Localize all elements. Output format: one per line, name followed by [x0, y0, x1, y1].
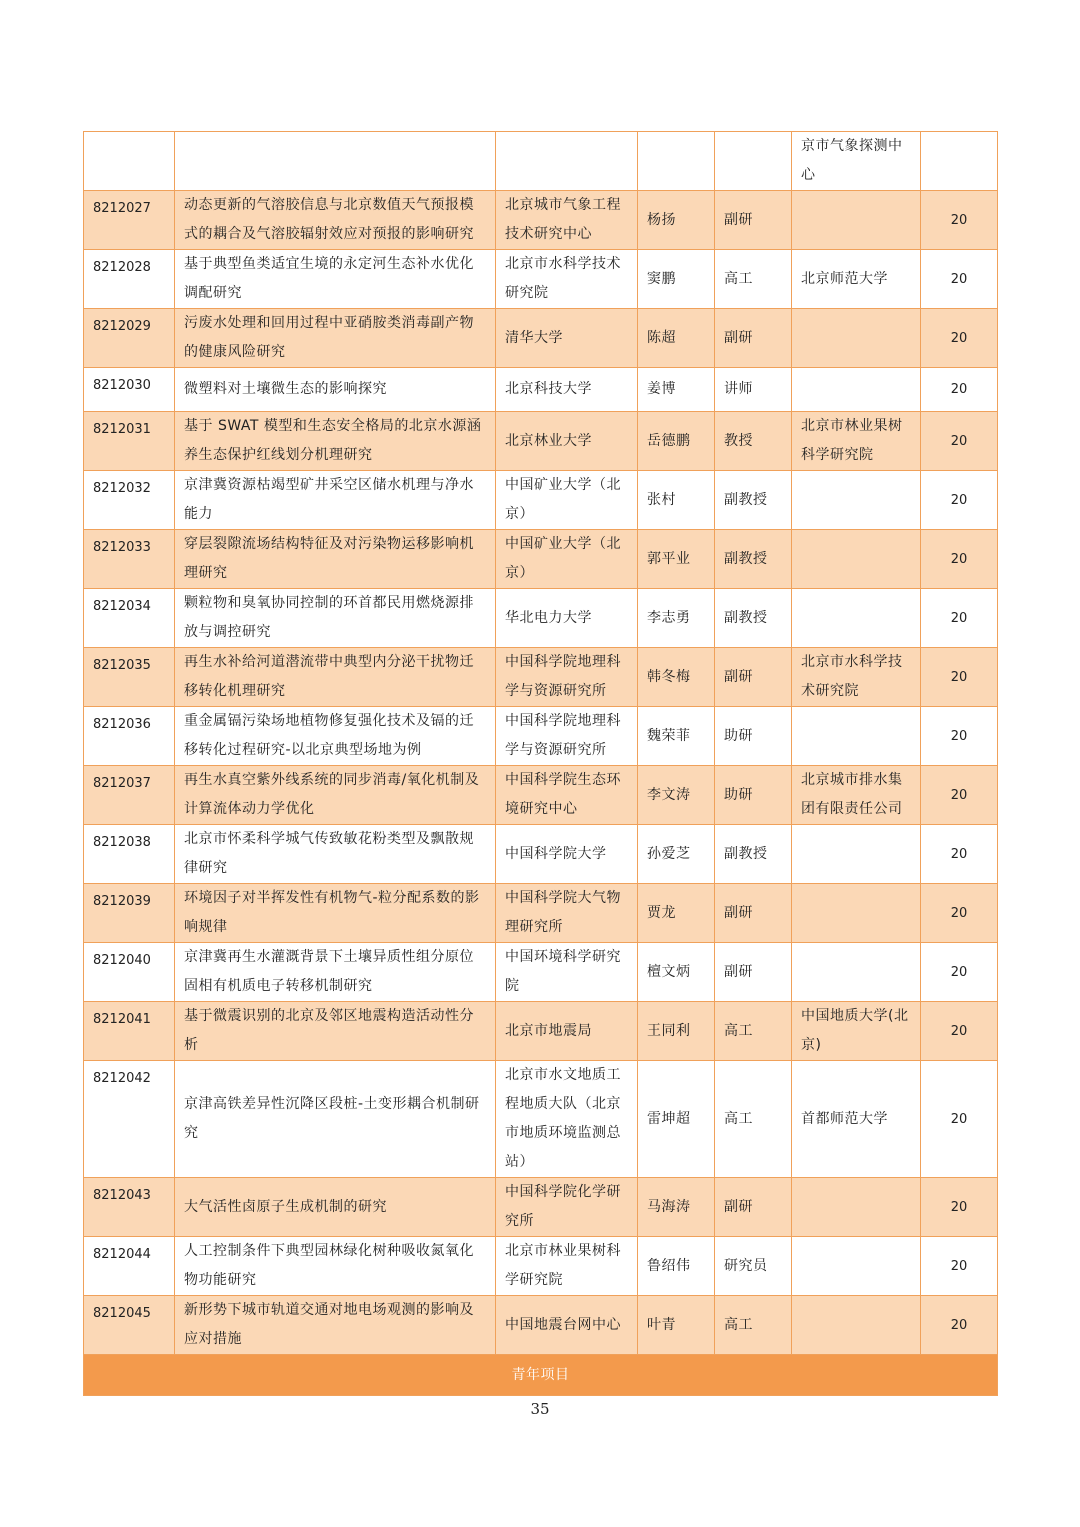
amount-cell: 20 [921, 943, 998, 1002]
id-cell: 8212038 [84, 825, 175, 884]
amount-cell: 20 [921, 1061, 998, 1178]
rank-cell: 助研 [715, 707, 792, 766]
person-cell: 窦鹏 [638, 250, 715, 309]
title-cell: 环境因子对半挥发性有机物气-粒分配系数的影响规律 [175, 884, 496, 943]
org-cell: 中国矿业大学（北京） [496, 530, 638, 589]
amount-cell: 20 [921, 766, 998, 825]
page-number: 35 [530, 1400, 550, 1418]
id-cell: 8212034 [84, 589, 175, 648]
id-cell: 8212037 [84, 766, 175, 825]
table-row [84, 1002, 998, 1061]
title-cell: 再生水真空紫外线系统的同步消毒/氧化机制及计算流体动力学优化 [175, 766, 496, 825]
id-cell: 8212040 [84, 943, 175, 1002]
amount-cell: 20 [921, 412, 998, 471]
title-cell: 穿层裂隙流场结构特征及对污染物运移影响机理研究 [175, 530, 496, 589]
person-cell: 檀文炳 [638, 943, 715, 1002]
amount-cell: 20 [921, 648, 998, 707]
title-cell: 大气活性卤原子生成机制的研究 [175, 1178, 496, 1237]
id-cell: 8212045 [84, 1296, 175, 1355]
person-cell: 韩冬梅 [638, 648, 715, 707]
org-cell: 中国地震台网中心 [496, 1296, 638, 1355]
partner-cell: 京市气象探测中心 [792, 132, 921, 191]
person-cell: 郭平业 [638, 530, 715, 589]
table-row [84, 309, 998, 368]
org-cell: 北京市水文地质工程地质大队（北京市地质环境监测总站） [496, 1061, 638, 1178]
amount-cell: 20 [921, 825, 998, 884]
partner-cell [792, 884, 921, 943]
partner-cell [792, 707, 921, 766]
amount-cell: 20 [921, 1178, 998, 1237]
person-cell: 姜博 [638, 368, 715, 412]
partner-cell [792, 191, 921, 250]
org-cell: 中国科学院化学研究所 [496, 1178, 638, 1237]
partner-cell [792, 825, 921, 884]
amount-cell: 20 [921, 368, 998, 412]
amount-cell: 20 [921, 884, 998, 943]
table-row [84, 1296, 998, 1355]
person-cell: 魏荣菲 [638, 707, 715, 766]
project-table [83, 131, 998, 1396]
person-cell: 叶青 [638, 1296, 715, 1355]
table-row [84, 1178, 998, 1237]
org-cell: 中国矿业大学（北京） [496, 471, 638, 530]
title-cell: 动态更新的气溶胶信息与北京数值天气预报模式的耦合及气溶胶辐射效应对预报的影响研究 [175, 191, 496, 250]
rank-cell: 高工 [715, 250, 792, 309]
table-row [84, 530, 998, 589]
person-cell: 李志勇 [638, 589, 715, 648]
id-cell: 8212036 [84, 707, 175, 766]
org-cell: 北京林业大学 [496, 412, 638, 471]
title-cell: 基于典型鱼类适宜生境的永定河生态补水优化调配研究 [175, 250, 496, 309]
id-cell [84, 132, 175, 191]
rank-cell: 讲师 [715, 368, 792, 412]
table-row [84, 412, 998, 471]
amount-cell [921, 132, 998, 191]
org-cell: 中国科学院大学 [496, 825, 638, 884]
amount-cell: 20 [921, 707, 998, 766]
person-cell: 杨扬 [638, 191, 715, 250]
rank-cell: 高工 [715, 1061, 792, 1178]
person-cell: 贾龙 [638, 884, 715, 943]
partner-cell: 北京师范大学 [792, 250, 921, 309]
title-cell: 人工控制条件下典型园林绿化树种吸收氮氧化物功能研究 [175, 1237, 496, 1296]
id-cell: 8212027 [84, 191, 175, 250]
table-row [84, 943, 998, 1002]
org-cell: 中国科学院生态环境研究中心 [496, 766, 638, 825]
id-cell: 8212030 [84, 368, 175, 412]
id-cell: 8212032 [84, 471, 175, 530]
rank-cell: 高工 [715, 1002, 792, 1061]
rank-cell: 副教授 [715, 589, 792, 648]
title-cell: 基于 SWAT 模型和生态安全格局的北京水源涵养生态保护红线划分机理研究 [175, 412, 496, 471]
rank-cell: 副研 [715, 884, 792, 943]
person-cell: 雷坤超 [638, 1061, 715, 1178]
partner-cell [792, 589, 921, 648]
person-cell: 张村 [638, 471, 715, 530]
table-row [84, 191, 998, 250]
title-cell: 颗粒物和臭氧协同控制的环首都民用燃烧源排放与调控研究 [175, 589, 496, 648]
id-cell: 8212035 [84, 648, 175, 707]
id-cell: 8212044 [84, 1237, 175, 1296]
amount-cell: 20 [921, 309, 998, 368]
person-cell: 马海涛 [638, 1178, 715, 1237]
rank-cell: 副研 [715, 309, 792, 368]
partner-cell [792, 1296, 921, 1355]
org-cell: 中国科学院地理科学与资源研究所 [496, 648, 638, 707]
partner-cell: 北京市林业果树科学研究院 [792, 412, 921, 471]
org-cell: 北京城市气象工程技术研究中心 [496, 191, 638, 250]
amount-cell: 20 [921, 1237, 998, 1296]
table-row [84, 471, 998, 530]
section-footer: 青年项目 [84, 1355, 998, 1396]
person-cell: 岳德鹏 [638, 412, 715, 471]
partner-cell [792, 943, 921, 1002]
id-cell: 8212041 [84, 1002, 175, 1061]
partner-cell [792, 368, 921, 412]
partner-cell [792, 1178, 921, 1237]
id-cell: 8212033 [84, 530, 175, 589]
org-cell: 中国环境科学研究院 [496, 943, 638, 1002]
amount-cell: 20 [921, 250, 998, 309]
person-cell: 鲁绍伟 [638, 1237, 715, 1296]
rank-cell: 教授 [715, 412, 792, 471]
person-cell: 陈超 [638, 309, 715, 368]
partner-cell [792, 530, 921, 589]
table-row [84, 884, 998, 943]
person-cell [638, 132, 715, 191]
org-cell: 中国科学院地理科学与资源研究所 [496, 707, 638, 766]
org-cell: 华北电力大学 [496, 589, 638, 648]
person-cell: 王同利 [638, 1002, 715, 1061]
table-row [84, 707, 998, 766]
person-cell: 孙爱芝 [638, 825, 715, 884]
rank-cell: 研究员 [715, 1237, 792, 1296]
table-row [84, 250, 998, 309]
rank-cell: 副教授 [715, 825, 792, 884]
table-row [84, 368, 998, 412]
rank-cell: 副研 [715, 943, 792, 1002]
id-cell: 8212028 [84, 250, 175, 309]
amount-cell: 20 [921, 589, 998, 648]
id-cell: 8212039 [84, 884, 175, 943]
title-cell: 基于微震识别的北京及邻区地震构造活动性分析 [175, 1002, 496, 1061]
partner-cell: 北京城市排水集团有限责任公司 [792, 766, 921, 825]
partner-cell [792, 1237, 921, 1296]
rank-cell: 副教授 [715, 471, 792, 530]
table-row [84, 825, 998, 884]
title-cell: 污废水处理和回用过程中亚硝胺类消毒副产物的健康风险研究 [175, 309, 496, 368]
org-cell: 清华大学 [496, 309, 638, 368]
table-row [84, 589, 998, 648]
title-cell: 重金属镉污染场地植物修复强化技术及镉的迁移转化过程研究-以北京典型场地为例 [175, 707, 496, 766]
org-cell [496, 132, 638, 191]
rank-cell: 副研 [715, 648, 792, 707]
amount-cell: 20 [921, 530, 998, 589]
org-cell: 北京科技大学 [496, 368, 638, 412]
rank-cell [715, 132, 792, 191]
title-cell: 再生水补给河道潜流带中典型内分泌干扰物迁移转化机理研究 [175, 648, 496, 707]
amount-cell: 20 [921, 191, 998, 250]
title-cell: 北京市怀柔科学城气传致敏花粉类型及飘散规律研究 [175, 825, 496, 884]
rank-cell: 助研 [715, 766, 792, 825]
table-row [84, 648, 998, 707]
partner-cell: 中国地质大学(北京) [792, 1002, 921, 1061]
table-row [84, 132, 998, 191]
org-cell: 北京市地震局 [496, 1002, 638, 1061]
rank-cell: 副研 [715, 191, 792, 250]
org-cell: 北京市水科学技术研究院 [496, 250, 638, 309]
partner-cell [792, 471, 921, 530]
id-cell: 8212031 [84, 412, 175, 471]
rank-cell: 副研 [715, 1178, 792, 1237]
table-row [84, 1061, 998, 1178]
org-cell: 北京市林业果树科学研究院 [496, 1237, 638, 1296]
table-row [84, 1237, 998, 1296]
rank-cell: 副教授 [715, 530, 792, 589]
org-cell: 中国科学院大气物理研究所 [496, 884, 638, 943]
table-row [84, 766, 998, 825]
id-cell: 8212042 [84, 1061, 175, 1178]
title-cell [175, 132, 496, 191]
rank-cell: 高工 [715, 1296, 792, 1355]
title-cell: 京津冀再生水灌溉背景下土壤异质性组分原位固相有机质电子转移机制研究 [175, 943, 496, 1002]
partner-cell: 北京市水科学技术研究院 [792, 648, 921, 707]
amount-cell: 20 [921, 1002, 998, 1061]
id-cell: 8212029 [84, 309, 175, 368]
partner-cell [792, 309, 921, 368]
person-cell: 李文涛 [638, 766, 715, 825]
id-cell: 8212043 [84, 1178, 175, 1237]
section-footer-row [84, 1355, 998, 1396]
partner-cell: 首都师范大学 [792, 1061, 921, 1178]
amount-cell: 20 [921, 1296, 998, 1355]
title-cell: 新形势下城市轨道交通对地电场观测的影响及应对措施 [175, 1296, 496, 1355]
title-cell: 京津冀资源枯竭型矿井采空区储水机理与净水能力 [175, 471, 496, 530]
title-cell: 京津高铁差异性沉降区段桩-土变形耦合机制研究 [175, 1061, 496, 1178]
title-cell: 微塑料对土壤微生态的影响探究 [175, 368, 496, 412]
amount-cell: 20 [921, 471, 998, 530]
